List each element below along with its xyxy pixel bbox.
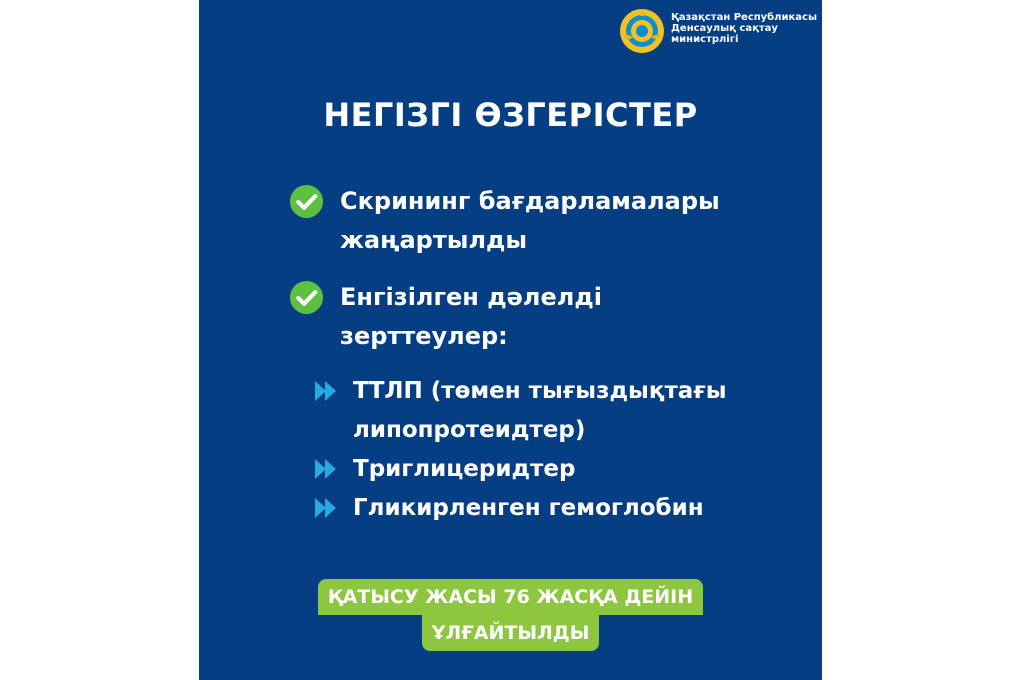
evidence-item-line: Гликирленген гемоглобин <box>353 495 704 521</box>
evidence-item-line: липопротеидтер) <box>353 417 586 443</box>
change-item-line: Скрининг бағдарламалары <box>340 187 720 215</box>
change-item <box>289 182 770 260</box>
ministry-header <box>619 8 817 54</box>
ministry-name <box>671 12 817 45</box>
page-title: НЕГІЗГІ ӨЗГЕРІСТЕР <box>323 96 698 134</box>
age-banner <box>199 579 822 651</box>
double-arrow-icon <box>314 458 340 480</box>
ministry-line: Қазақстан Республикасы <box>671 12 817 23</box>
ministry-line: министрлігі <box>671 34 739 45</box>
double-arrow-icon <box>314 380 340 402</box>
evidence-item <box>314 450 727 489</box>
evidence-item-line: ТТЛП (төмен тығыздықтағы <box>353 378 727 404</box>
change-item-line: зерттеулер: <box>340 322 508 350</box>
ministry-line: Денсаулық сақтау <box>671 23 778 34</box>
evidence-item-text <box>353 450 575 489</box>
evidence-item <box>314 489 727 528</box>
info-panel <box>199 0 822 680</box>
evidence-list <box>314 372 727 528</box>
state-emblem-icon <box>619 8 665 54</box>
change-item-line: жаңартылды <box>340 226 528 254</box>
check-circle-icon <box>289 280 324 315</box>
check-circle-icon <box>289 184 324 219</box>
evidence-item <box>314 372 727 450</box>
change-item <box>289 278 770 356</box>
banner-line: ҰЛҒАЙТЫЛДЫ <box>422 615 600 651</box>
double-arrow-icon <box>314 497 340 519</box>
evidence-item-text <box>353 489 704 528</box>
evidence-item-line: Триглицеридтер <box>353 456 576 482</box>
change-item-line: Енгізілген дәлелді <box>340 283 602 311</box>
banner-line: ҚАТЫСУ ЖАСЫ 76 ЖАСҚА ДЕЙІН <box>318 579 703 615</box>
change-item-text <box>340 182 770 260</box>
evidence-item-text <box>353 372 727 450</box>
change-item-text <box>340 278 770 356</box>
